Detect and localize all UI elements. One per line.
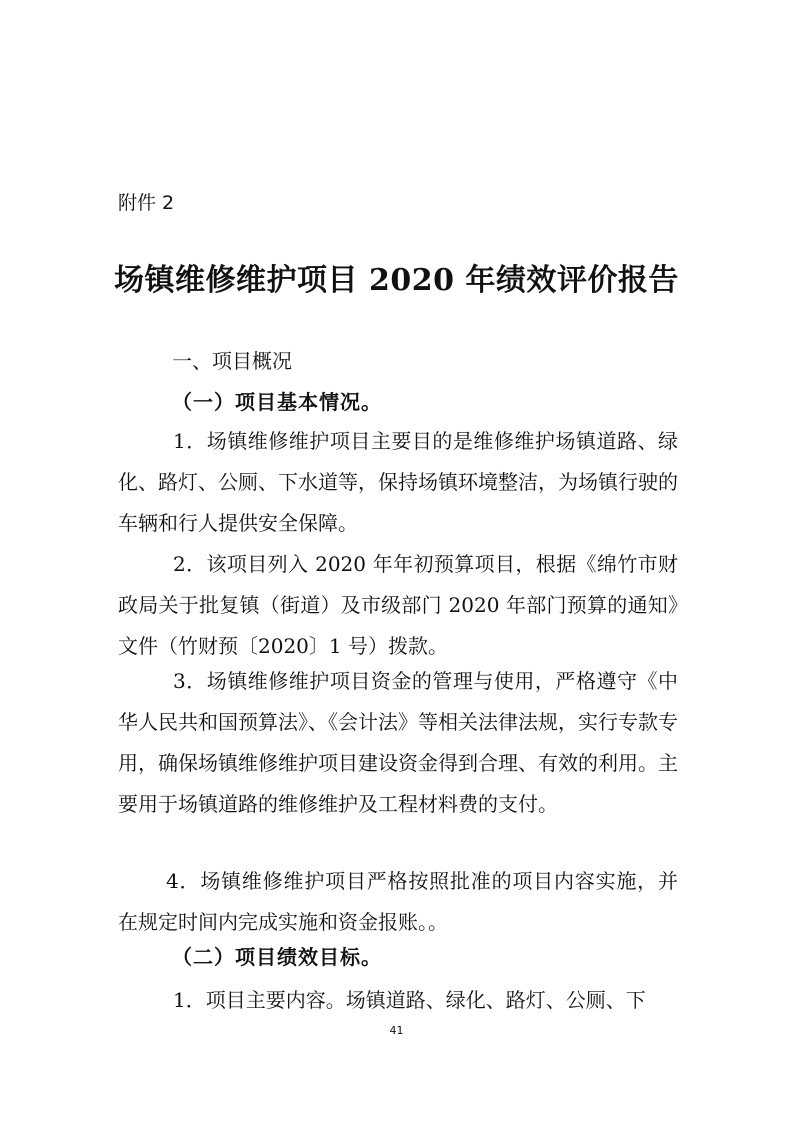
subsection-heading-performance-goals: （二）项目绩效目标。 (172, 945, 382, 969)
subsection-heading-basic-info: （一）项目基本情况。 (172, 390, 382, 414)
paragraph-5: 1．项目主要内容。场镇道路、绿化、路灯、公厕、下 (173, 988, 646, 1012)
section-heading-overview: 一、项目概况 (172, 349, 292, 373)
paragraph-2: 2．该项目列入 2020 年年初预算项目，根据《绵竹市财政局关于批复镇（街道）及市级部门 2020 年部门预算的通知》文件（竹财预〔2020〕1 号）拨款。 (118, 552, 678, 658)
report-title: 场镇维修维护项目 2020 年绩效评价报告 (114, 263, 679, 298)
page-number: 41 (389, 1024, 404, 1037)
paragraph-1: 1．场镇维修维护项目主要目的是维修维护场镇道路、绿化、路灯、公厕、下水道等，保持场镇环境整洁，为场镇行驶的车辆和行人提供安全保障。 (118, 429, 678, 535)
paragraph-3: 3．场镇维修维护项目资金的管理与使用，严格遵守《中华人民共和国预算法》、《会计法》等相关法律法规，实行专款专用，确保场镇维修维护项目建设资金得到合理、有效的利用。主要用于场镇道路的维修维护及工程材料费的支付。 (118, 669, 678, 816)
attachment-label: 附件 2 (118, 192, 175, 214)
paragraph-4: 4．场镇维修维护项目严格按照批准的项目内容实施，并在规定时间内完成实施和资金报账。。 (118, 869, 678, 934)
